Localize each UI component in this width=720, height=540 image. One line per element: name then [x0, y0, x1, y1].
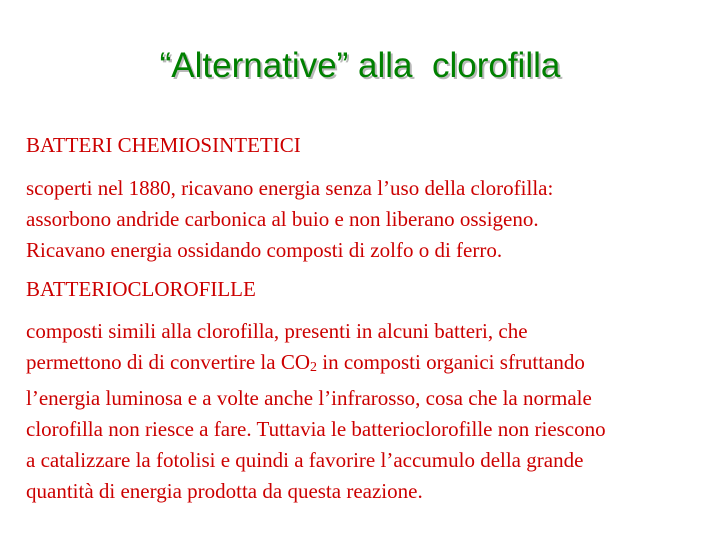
- section-heading-chemiosintetici: BATTERI CHEMIOSINTETICI: [26, 133, 301, 157]
- paragraph-line: assorbono andride carbonica al buio e non liberano ossigeno.: [26, 207, 539, 231]
- paragraph-line: clorofilla non riesce a fare. Tuttavia le batterioclorofille non riescono: [26, 417, 606, 441]
- subscript-2: 2: [310, 360, 318, 375]
- slide-title: “Alternative” alla clorofilla: [159, 46, 561, 85]
- paragraph-chemiosintetici: [26, 173, 706, 266]
- paragraph-line: scoperti nel 1880, ricavano energia senza l’uso della clorofilla:: [26, 176, 554, 200]
- paragraph-line-co2: [26, 347, 706, 383]
- paragraph-line: Ricavano energia ossidando composti di zolfo o di ferro.: [26, 238, 503, 262]
- paragraph-line: l’energia luminosa e a volte anche l’infrarosso, cosa che la normale: [26, 386, 592, 410]
- paragraph-line: a catalizzare la fotolisi e quindi a favorire l’accumulo della grande: [26, 448, 584, 472]
- paragraph-batterioclorofille: [26, 316, 706, 507]
- section-heading-batterioclorofille: BATTERIOCLOROFILLE: [26, 277, 256, 301]
- text-segment: permettono di di convertire la CO: [26, 350, 311, 374]
- text-segment: in composti organici sfruttando: [317, 350, 585, 374]
- paragraph-line: composti simili alla clorofilla, presenti in alcuni batteri, che: [26, 319, 528, 343]
- paragraph-line: quantità di energia prodotta da questa reazione.: [26, 479, 423, 503]
